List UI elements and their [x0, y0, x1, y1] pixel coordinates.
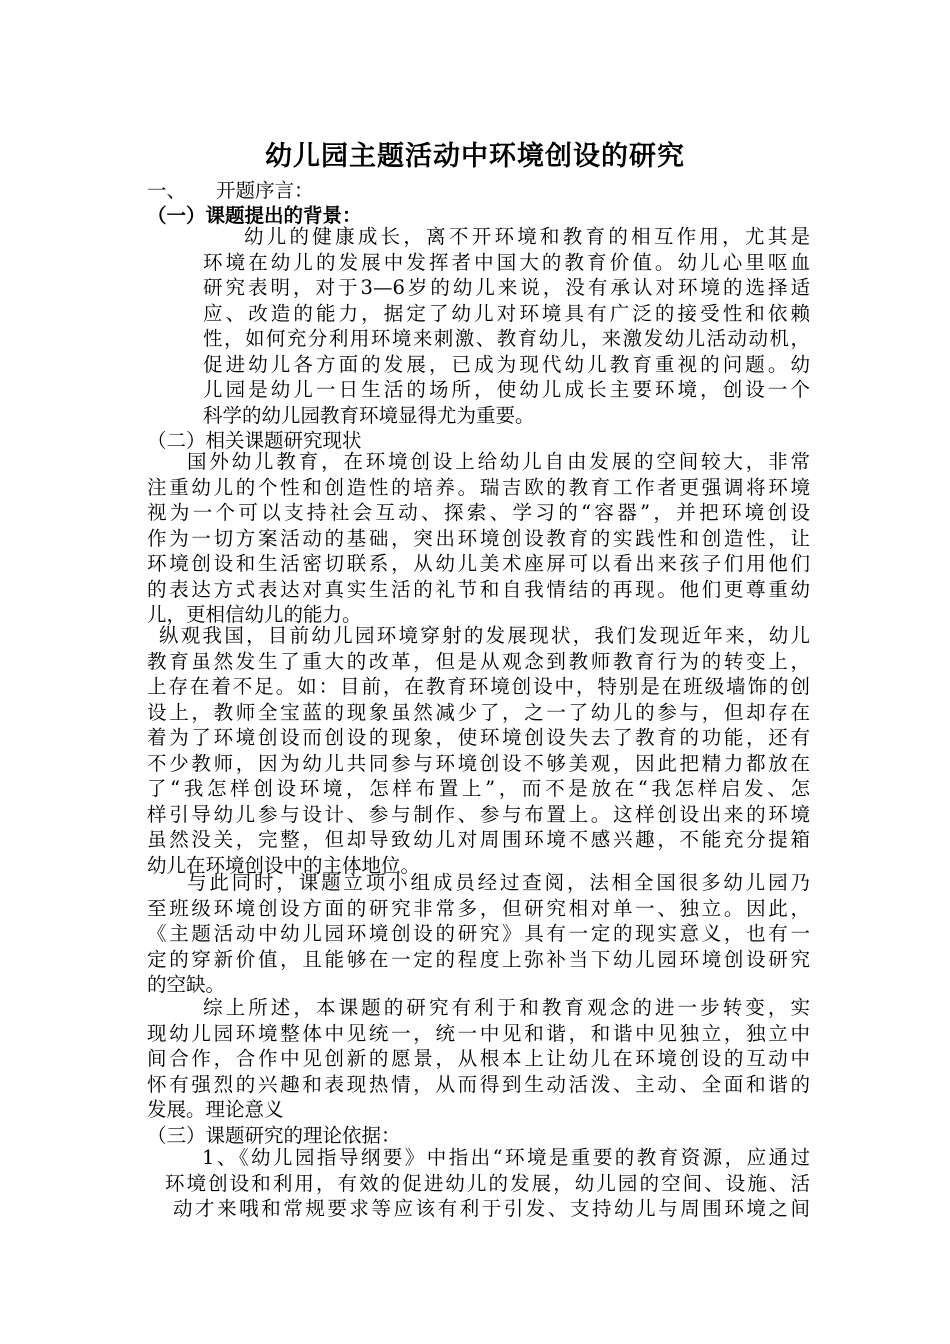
paragraph-background: [203, 224, 810, 428]
paragraph-line: 儿园是幼儿一日生活的场所，使幼儿成长主要环境，创设一个: [203, 378, 810, 401]
paragraph-line: 作为一切方案活动的基础，突出环境创设教育的实践性和创造性，让: [147, 526, 810, 550]
section-heading-1: [147, 175, 314, 203]
paragraph-line: 环境在幼儿的发展中发挥者中国大的教育价值。幼儿心里呕血: [203, 250, 810, 274]
paragraph-line: 着为了环境创设而创设的现象，使环境创设失去了教育的功能，还有: [147, 726, 810, 749]
paragraph-line: 儿，更相信幼儿的能力。: [147, 603, 362, 626]
paragraph-line: 1、《幼儿园指导纲要》中指出“环境是重要的教育资源，应通过: [202, 1146, 810, 1169]
paragraph-line: 现幼儿园环境整体中见统一，统一中见和谐，和谐中见独立，独立中: [147, 1021, 810, 1045]
document-title: 幼儿园主题活动中环境创设的研究: [265, 141, 685, 172]
section-number: 一、: [147, 179, 187, 202]
paragraph-line: 促进幼儿各方面的发展，已成为现代幼儿教育重视的问题。幼: [203, 352, 810, 376]
paragraph-line: 的空缺。: [147, 973, 226, 996]
paragraph-line: 环境创设和利用，有效的促进幼儿的发展，幼儿园的空间、设施、活: [165, 1171, 810, 1195]
paragraph-line: 研究表明，对于3—6岁的幼儿来说，没有承认对环境的选择适: [203, 276, 810, 299]
paragraph-line: 性，如何充分利用环境来刺激、教育幼儿，来激发幼儿活动动机，: [203, 327, 810, 350]
paragraph-line: 样引导幼儿参与设计、参与制作、参与布置上。这样创设出来的环境: [147, 802, 810, 826]
paragraph-line: 教育虽然发生了重大的改革，但是从观念到教师教育行为的转变上，: [147, 649, 810, 673]
paragraph-line: 怀有强烈的兴趣和表现热情，从而得到生动活泼、主动、全面和谐的: [147, 1072, 810, 1096]
paragraph-summary: [147, 995, 810, 1123]
paragraph-foreign-research: [147, 449, 810, 628]
paragraph-line: 幼儿在环境创设中的主体地位。: [147, 853, 421, 877]
paragraph-line: 定的穿新价值，且能够在一定的程度上弥补当下幼儿园环境创设研究: [147, 947, 810, 971]
paragraph-line: 纵观我国，目前幼儿园环境穿射的发展现状，我们发现近年来，幼儿: [159, 624, 810, 647]
paragraph-line: 间合作，合作中见创新的愿景，从根本上让幼儿在环境创设的互动中: [147, 1047, 810, 1070]
paragraph-line: 与此同时，课题立项小组成员经过查阅，法相全国很多幼儿园乃: [187, 871, 810, 894]
paragraph-line: 幼儿的健康成长，离不开环境和教育的相互作用，尤其是: [244, 225, 810, 248]
paragraph-line: 虽然没关，完整，但却导致幼儿对周围环境不感兴趣，不能充分提箱: [147, 828, 810, 851]
paragraph-line: 至班级环境创设方面的研究非常多，但研究相对单一、独立。因此，: [147, 896, 810, 920]
paragraph-line: 视为一个可以支持社会互动、探索、学习的“容器”，并把环境创设: [147, 501, 810, 524]
paragraph-line: 设上，教师全宝蓝的现象虽然减少了，之一了幼儿的参与，但却存在: [147, 700, 810, 724]
paragraph-line: 注重幼儿的个性和创造性的培养。瑞吉欧的教育工作者更强调将环境: [147, 475, 810, 499]
paragraph-significance: [147, 870, 810, 998]
subsection-heading-theory: （三）课题研究的理论依据：: [147, 1124, 401, 1147]
paragraph-line: 环境创设和生活密切联系，从幼儿美术座屏可以看出来孩子们用他们: [147, 552, 810, 575]
paragraph-domestic-status: [147, 623, 810, 878]
paragraph-line: 了“我怎样创设环境，怎样布置上”，而不是放在“我怎样启发、怎: [147, 777, 810, 800]
paragraph-line: 的表达方式表达对真实生活的礼节和自我情结的再现。他们更尊重幼: [147, 577, 810, 601]
subsection-heading-background: （一）课题提出的背景：: [147, 204, 362, 227]
subsection-heading-status: （二）相关课题研究现状: [147, 429, 362, 452]
paragraph-line: 发展。理论意义: [147, 1098, 284, 1121]
paragraph-line: 《主题活动中幼儿园环境创设的研究》具有一定的现实意义，也有一: [147, 922, 810, 945]
paragraph-line: 动才来哦和常规要求等应该有利于引发、支持幼儿与周围环境之间: [173, 1197, 810, 1220]
paragraph-line: 综上所述，本课题的研究有利于和教育观念的进一步转变，实: [203, 996, 810, 1019]
section-label: 开题序言：: [216, 179, 314, 202]
paragraph-line: 国外幼儿教育，在环境创设上给幼儿自由发展的空间较大，非常: [187, 450, 810, 473]
paragraph-line: 应、改造的能力，据定了幼儿对环境具有广泛的接受性和依赖: [203, 301, 810, 325]
paragraph-line: 不少教师，因为幼儿共同参与环境创设不够美观，因此把精力都放在: [147, 751, 810, 775]
paragraph-line: 上存在着不足。如：目前，在教育环境创设中，特别是在班级墙饰的创: [147, 675, 810, 698]
paragraph-line: 科学的幼儿园教育环境显得尤为重要。: [203, 403, 535, 427]
paragraph-theory-basis: [165, 1145, 810, 1222]
